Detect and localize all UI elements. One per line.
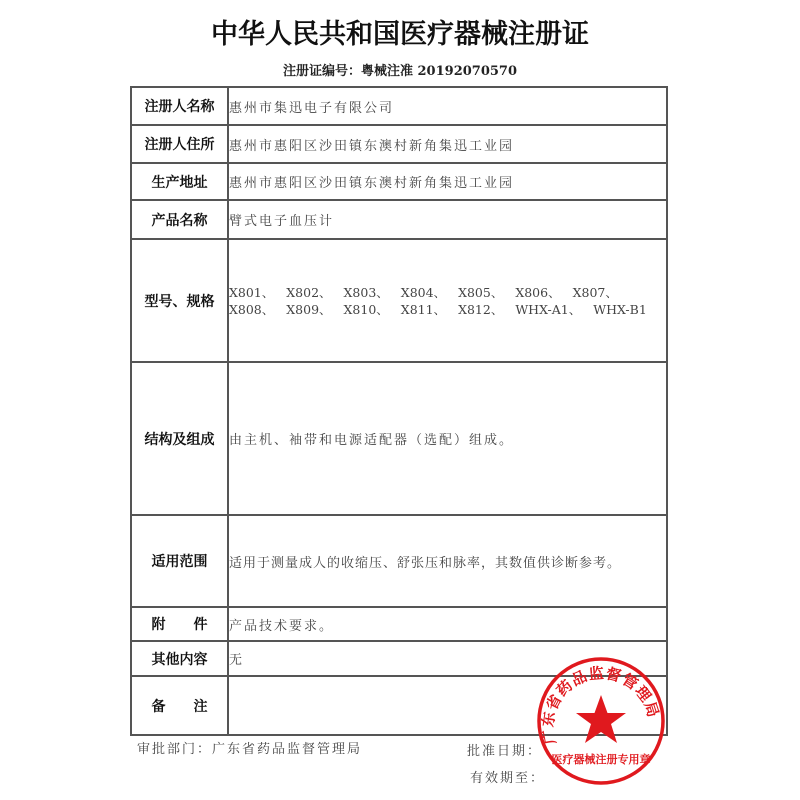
row-label: 生产地址 — [131, 163, 228, 200]
model-item: X803、 — [343, 284, 389, 300]
model-item: X805、 — [458, 284, 504, 300]
table-row — [131, 200, 667, 239]
table-row — [131, 515, 667, 607]
approval-department-label: 审批部门： — [137, 742, 213, 757]
model-item: X807、 — [572, 284, 618, 300]
valid-until-label: 有效期至： — [470, 771, 546, 786]
star-icon — [576, 695, 626, 743]
table-row — [131, 239, 667, 362]
models-list — [228, 239, 667, 362]
table-row — [131, 163, 667, 200]
official-seal-stamp — [535, 655, 667, 787]
row-label: 产品名称 — [131, 200, 228, 239]
row-label: 注册人名称 — [131, 87, 228, 125]
table-row — [131, 87, 667, 125]
model-item: X806、 — [515, 284, 561, 300]
row-value: 惠州市惠阳区沙田镇东澳村新角集迅工业园 — [228, 125, 667, 163]
approval-department-value: 广东省药品监督管理局 — [212, 742, 363, 757]
row-label: 适用范围 — [131, 515, 228, 607]
approval-date-label: 批准日期： — [467, 744, 543, 759]
registration-number-value: 粤械注准 20192070570 — [360, 64, 518, 79]
row-value: 适用于测量成人的收缩压、舒张压和脉率，其数值供诊断参考。 — [228, 515, 667, 607]
registration-number-label: 注册证编号： — [282, 64, 361, 79]
model-item: WHX-B1 — [593, 301, 647, 317]
row-value: 由主机、袖带和电源适配器（选配）组成。 — [228, 362, 667, 515]
row-value: 无 — [228, 641, 667, 676]
row-value: 惠州市惠阳区沙田镇东澳村新角集迅工业园 — [228, 163, 667, 200]
row-value: 产品技术要求。 — [228, 607, 667, 641]
approval-department — [137, 738, 362, 757]
model-item: X812、 — [458, 301, 504, 317]
model-item: X808、 — [229, 301, 275, 317]
model-item: X801、 — [229, 284, 275, 300]
row-label: 结构及组成 — [131, 362, 228, 515]
model-item: X809、 — [286, 301, 332, 317]
table-row — [131, 607, 667, 641]
row-label: 型号、规格 — [131, 239, 228, 362]
document-title: 中华人民共和国医疗器械注册证 — [211, 19, 589, 50]
registration-number — [0, 60, 800, 79]
seal-outer-text: 广东省药品监督管理局 — [538, 663, 663, 746]
table-row — [131, 125, 667, 163]
row-value: 臂式电子血压计 — [228, 200, 667, 239]
row-value: 惠州市集迅电子有限公司 — [228, 87, 667, 125]
model-item: X802、 — [286, 284, 332, 300]
model-item: X811、 — [400, 301, 447, 317]
row-label: 附 件 — [131, 607, 228, 641]
row-label: 其他内容 — [131, 641, 228, 676]
table-row — [131, 362, 667, 515]
row-label: 备 注 — [131, 676, 228, 735]
certificate-table — [130, 86, 668, 736]
seal-inner-text: 医疗器械注册专用章 — [551, 753, 651, 766]
model-item: WHX-A1、 — [515, 301, 582, 317]
row-label: 注册人住所 — [131, 125, 228, 163]
model-item: X804、 — [400, 284, 447, 300]
model-item: X810、 — [343, 301, 389, 317]
